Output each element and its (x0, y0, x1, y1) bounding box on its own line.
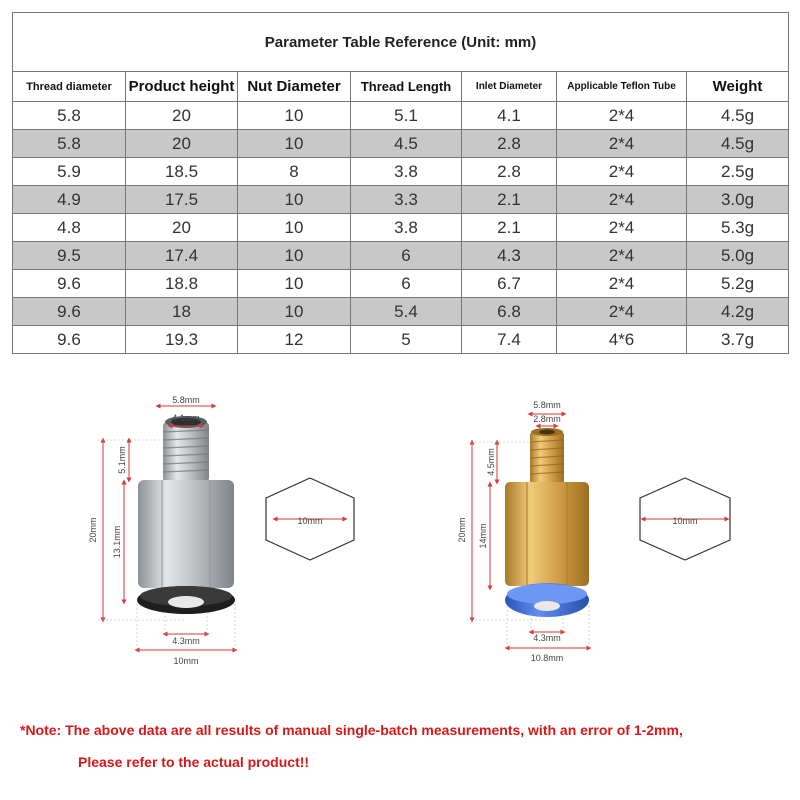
cell-weight: 4.5g (687, 130, 789, 158)
cell-teflon-tube: 2*4 (557, 270, 687, 298)
cell-thread-diameter: 9.6 (13, 298, 126, 326)
cell-nut-diameter: 10 (238, 298, 351, 326)
cell-thread-diameter: 4.9 (13, 186, 126, 214)
cell-thread-diameter: 9.5 (13, 242, 126, 270)
cell-product-height: 17.5 (126, 186, 238, 214)
cell-thread-diameter: 5.8 (13, 130, 126, 158)
right-base-inner-label: 4.3mm (533, 633, 561, 643)
cell-thread-diameter: 5.8 (13, 102, 126, 130)
cell-product-height: 17.4 (126, 242, 238, 270)
right-base-outer-label: 10.8mm (530, 653, 564, 663)
left-hex-width-label: 10mm (297, 516, 323, 526)
cell-nut-diameter: 8 (238, 158, 351, 186)
cell-weight: 3.0g (687, 186, 789, 214)
table-header-row (13, 72, 789, 102)
cell-nut-diameter: 10 (238, 270, 351, 298)
left-total-height-label: 20mm (88, 517, 98, 543)
cell-thread-diameter: 5.9 (13, 158, 126, 186)
cell-nut-diameter: 10 (238, 186, 351, 214)
table-row (13, 186, 789, 214)
table-row (13, 298, 789, 326)
right-inlet-width-label: 2.8mm (533, 414, 561, 424)
cell-product-height: 20 (126, 102, 238, 130)
cell-inlet-diameter: 4.3 (462, 242, 557, 270)
cell-inlet-diameter: 2.1 (462, 186, 557, 214)
cell-inlet-diameter: 6.8 (462, 298, 557, 326)
cell-nut-diameter: 10 (238, 130, 351, 158)
cell-weight: 4.5g (687, 102, 789, 130)
cell-nut-diameter: 12 (238, 326, 351, 354)
cell-teflon-tube: 2*4 (557, 298, 687, 326)
brass-fitting (505, 428, 589, 617)
header-inlet-diameter: Inlet Diameter (462, 72, 557, 102)
table-row (13, 130, 789, 158)
cell-nut-diameter: 10 (238, 242, 351, 270)
cell-thread-length: 3.8 (351, 214, 462, 242)
cell-thread-length: 5 (351, 326, 462, 354)
cell-weight: 4.2g (687, 298, 789, 326)
cell-teflon-tube: 4*6 (557, 326, 687, 354)
fitting-diagrams (0, 370, 800, 690)
parameter-table (12, 12, 789, 354)
cell-nut-diameter: 10 (238, 102, 351, 130)
right-hex-width-label: 10mm (672, 516, 698, 526)
header-product-height: Product height (126, 72, 238, 102)
header-weight: Weight (687, 72, 789, 102)
table-row (13, 102, 789, 130)
cell-teflon-tube: 2*4 (557, 186, 687, 214)
cell-weight: 5.2g (687, 270, 789, 298)
left-body-height-label: 13.1mm (112, 525, 122, 559)
cell-thread-length: 4.5 (351, 130, 462, 158)
right-body-height-label: 14mm (478, 523, 488, 549)
table-row (13, 242, 789, 270)
cell-thread-length: 6 (351, 242, 462, 270)
cell-nut-diameter: 10 (238, 214, 351, 242)
steel-fitting (137, 416, 235, 614)
cell-thread-diameter: 9.6 (13, 326, 126, 354)
cell-inlet-diameter: 4.1 (462, 102, 557, 130)
cell-thread-length: 6 (351, 270, 462, 298)
cell-teflon-tube: 2*4 (557, 130, 687, 158)
left-thread-length-label: 5.1mm (117, 446, 127, 474)
left-thread-width-label: 5.8mm (172, 395, 200, 405)
table-row (13, 270, 789, 298)
table-row (13, 158, 789, 186)
table-row (13, 214, 789, 242)
cell-thread-diameter: 4.8 (13, 214, 126, 242)
header-thread-length: Thread Length (351, 72, 462, 102)
right-thread-length-label: 4.5mm (486, 448, 496, 476)
cell-teflon-tube: 2*4 (557, 102, 687, 130)
header-nut-diameter: Nut Diameter (238, 72, 351, 102)
left-inlet-width-label: 4.1mm (172, 413, 200, 423)
right-total-height-label: 20mm (457, 517, 467, 543)
note-line-2: Please refer to the actual product!! (78, 754, 310, 770)
cell-product-height: 19.3 (126, 326, 238, 354)
cell-thread-length: 5.1 (351, 102, 462, 130)
cell-thread-length: 5.4 (351, 298, 462, 326)
header-thread-diameter: Thread diameter (13, 72, 126, 102)
left-base-inner-label: 4.3mm (172, 636, 200, 646)
cell-product-height: 18.5 (126, 158, 238, 186)
cell-weight: 3.7g (687, 326, 789, 354)
cell-teflon-tube: 2*4 (557, 158, 687, 186)
cell-product-height: 20 (126, 130, 238, 158)
cell-inlet-diameter: 6.7 (462, 270, 557, 298)
cell-product-height: 18 (126, 298, 238, 326)
cell-inlet-diameter: 2.8 (462, 130, 557, 158)
cell-inlet-diameter: 7.4 (462, 326, 557, 354)
cell-teflon-tube: 2*4 (557, 242, 687, 270)
cell-product-height: 20 (126, 214, 238, 242)
cell-product-height: 18.8 (126, 270, 238, 298)
right-thread-width-label: 5.8mm (533, 400, 561, 410)
cell-inlet-diameter: 2.1 (462, 214, 557, 242)
table-title: Parameter Table Reference (Unit: mm) (13, 13, 789, 72)
cell-weight: 5.3g (687, 214, 789, 242)
note-line-1: *Note: The above data are all results of manual single-batch measurements, with an error of 1-2mm, (20, 722, 683, 738)
cell-inlet-diameter: 2.8 (462, 158, 557, 186)
header-teflon-tube: Applicable Teflon Tube (557, 72, 687, 102)
cell-thread-length: 3.8 (351, 158, 462, 186)
cell-weight: 5.0g (687, 242, 789, 270)
cell-thread-diameter: 9.6 (13, 270, 126, 298)
cell-teflon-tube: 2*4 (557, 214, 687, 242)
left-base-outer-label: 10mm (173, 656, 199, 666)
cell-weight: 2.5g (687, 158, 789, 186)
cell-thread-length: 3.3 (351, 186, 462, 214)
table-row (13, 326, 789, 354)
